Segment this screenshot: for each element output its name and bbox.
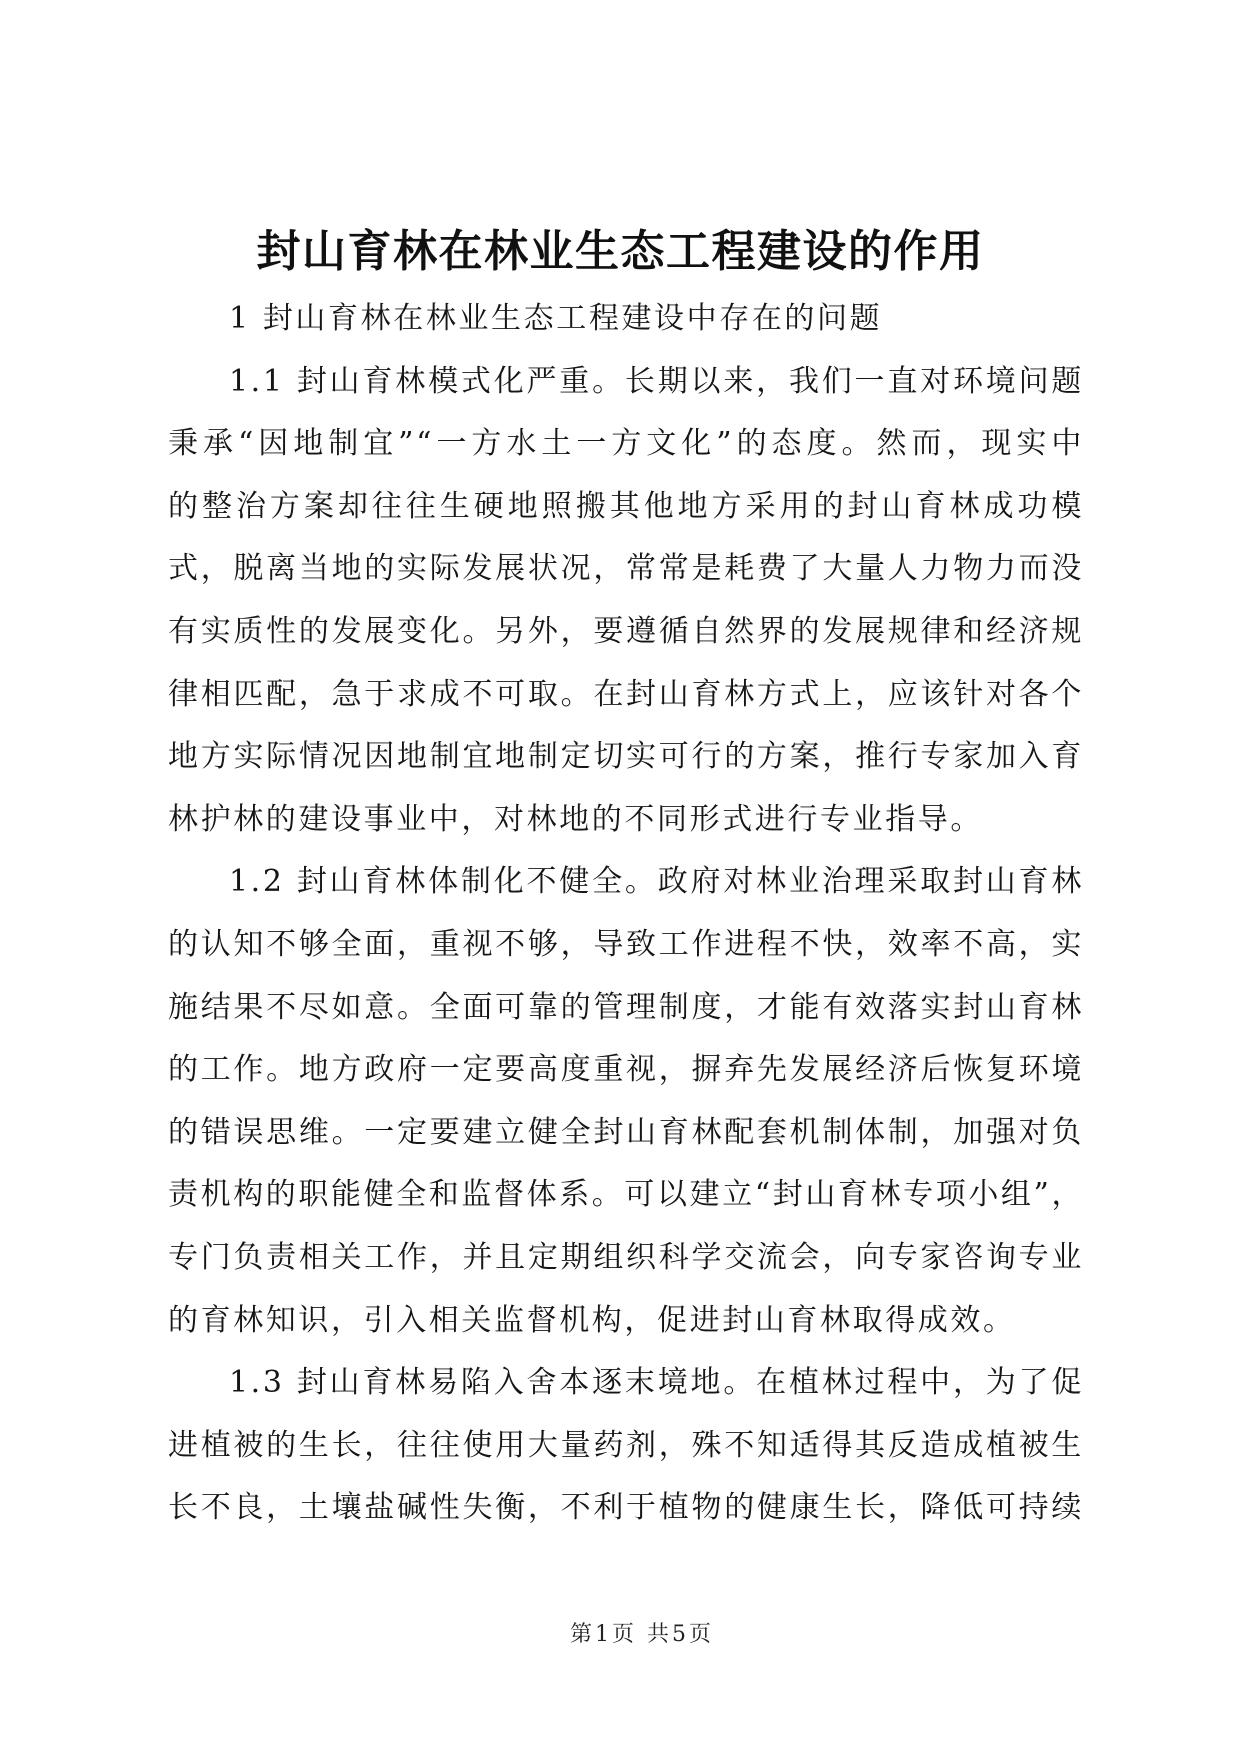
paragraph-line: 的工作。地方政府一定要高度重视，摒弃先发展经济后恢复环境 [168, 1052, 1084, 1088]
paragraph-line: 的育林知识，引入相关监督机构，促进封山育林取得成效。 [168, 1302, 1016, 1338]
paragraph-line: 有实质性的发展变化。另外，要遵循自然界的发展规律和经济规 [168, 613, 1084, 649]
paragraph-line: 秉承“因地制宜”“一方水土一方文化”的态度。然而，现实中 [168, 426, 1084, 462]
paragraph-line: 1.2 封山育林体制化不健全。政府对林业治理采取封山育林 [229, 864, 1084, 900]
paragraph-line: 的认知不够全面，重视不够，导致工作进程不快，效率不高，实 [168, 926, 1084, 962]
paragraph-line: 施结果不尽如意。全面可靠的管理制度，才能有效落实封山育林 [168, 989, 1084, 1025]
section-heading-line: 1 封山育林在林业生态工程建设中存在的问题 [229, 301, 883, 336]
page-number: 第1页 共5页 [570, 1622, 714, 1647]
paragraph-line: 进植被的生长，往往使用大量药剂，殊不知适得其反造成植被生 [168, 1427, 1084, 1463]
paragraph-1-1 [168, 351, 1084, 852]
paragraph-line: 的错误思维。一定要建立健全封山育林配套机制体制，加强对负 [168, 1114, 1084, 1150]
paragraph-line: 专门负责相关工作，并且定期组织科学交流会，向专家咨询专业 [168, 1239, 1084, 1275]
paragraph-line: 1.3 封山育林易陷入舍本逐末境地。在植林过程中，为了促 [229, 1365, 1084, 1401]
document-title: 封山育林在林业生态工程建设的作用 [256, 226, 985, 277]
paragraph-line: 1.1 封山育林模式化严重。长期以来，我们一直对环境问题 [229, 363, 1084, 399]
paragraph-line: 责机构的职能健全和监督体系。可以建立“封山育林专项小组”， [168, 1177, 1085, 1213]
document-body [168, 288, 1084, 1540]
paragraph-line: 律相匹配，急于求成不可取。在封山育林方式上，应该针对各个 [168, 676, 1084, 712]
paragraph-line: 式，脱离当地的实际发展状况，常常是耗费了大量人力物力而没 [168, 551, 1084, 587]
paragraph-1-2 [168, 851, 1084, 1352]
paragraph-line: 的整治方案却往往生硬地照搬其他地方采用的封山育林成功模 [168, 488, 1084, 524]
paragraph-line: 地方实际情况因地制宜地制定切实可行的方案，推行专家加入育 [168, 739, 1084, 775]
paragraph-line: 林护林的建设事业中，对林地的不同形式进行专业指导。 [168, 801, 983, 837]
paragraph-line: 长不良，土壤盐碱性失衡，不利于植物的健康生长，降低可持续 [168, 1490, 1084, 1526]
paragraph-1-3 [168, 1352, 1084, 1540]
section-heading-1 [168, 288, 1084, 351]
